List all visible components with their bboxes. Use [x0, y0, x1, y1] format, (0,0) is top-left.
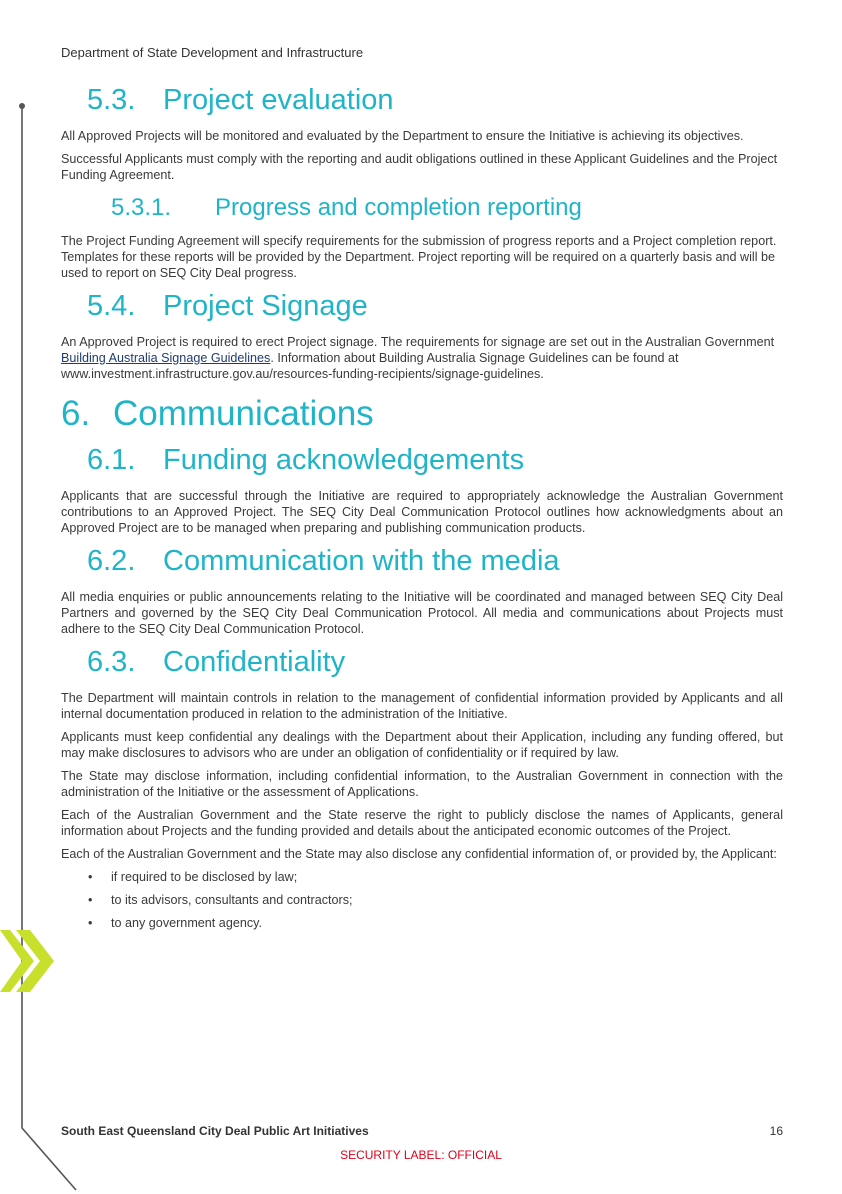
section-number: 6.2. — [87, 545, 136, 577]
bullet-icon: • — [88, 870, 93, 884]
chapter-heading-6 — [61, 394, 783, 434]
paragraph: The Project Funding Agreement will specify requirements for the submission of progress reports and a Project completion report. Templates for these reports will be provided by the Department. Project reporting will be required on a quarterly basis and will be used to report on SEQ City Deal progress. — [61, 234, 777, 280]
signage-guidelines-link[interactable]: Building Australia Signage Guidelines — [61, 351, 271, 365]
section-heading-6-2 — [87, 543, 783, 579]
disclosure-list — [61, 869, 783, 931]
footer-title: South East Queensland City Deal Public Art Initiatives — [61, 1124, 369, 1138]
paragraph: Applicants must keep confidential any dealings with the Department about their Application, including any funding offered, but may make disclosures to advisors who are under an obligation of confidentiality or if required by law. — [61, 730, 783, 760]
section-heading-5-3 — [87, 82, 783, 118]
section-heading-5-4 — [87, 288, 783, 324]
paragraph: All Approved Projects will be monitored and evaluated by the Department to ensure the Initiative is achieving its objectives. — [61, 129, 744, 143]
paragraph: The Department will maintain controls in relation to the management of confidential information provided by Applicants and all internal documentation produced in relation to the administration of the Initiative. — [61, 691, 783, 721]
list-item — [61, 892, 783, 908]
section-number: 5.3.1. — [111, 194, 172, 221]
paragraph: Each of the Australian Government and the State reserve the right to publicly disclose the names of Applicants, general information about Projects and the funding provided and details about the anticipated economic outcomes of the Project. — [61, 808, 783, 838]
text: . Information about Building Australia Signage Guidelines can be found at www.investment.infrastructure.gov.au/resources-funding-recipients/signage-guidelines. — [61, 351, 679, 381]
list-item-text: if required to be disclosed by law; — [111, 870, 298, 884]
chapter-number: 6. — [61, 394, 91, 433]
list-item — [61, 915, 783, 931]
chapter-title: Communications — [113, 394, 374, 433]
paragraph: Each of the Australian Government and the State may also disclose any confidential information of, or provided by, the Applicant: — [61, 847, 777, 861]
section-number: 6.1. — [87, 444, 136, 476]
paragraph: All media enquiries or public announcements relating to the Initiative will be coordinated and managed between SEQ City Deal Partners and governed by the SEQ City Deal Communication Protocol. All media and communications about Projects must adhere to the SEQ City Deal Communication Protocol. — [61, 590, 783, 636]
section-title: Communication with the media — [163, 545, 560, 577]
section-heading-6-1 — [87, 442, 783, 478]
list-item-text: to its advisors, consultants and contractors; — [111, 893, 353, 907]
section-title: Project Signage — [163, 290, 368, 322]
section-number: 5.4. — [87, 290, 136, 322]
paragraph: Successful Applicants must comply with the reporting and audit obligations outlined in these Applicant Guidelines and the Project Funding Agreement. — [61, 152, 778, 182]
section-number: 5.3. — [87, 84, 136, 116]
text: An Approved Project is required to erect Project signage. The requirements for signage are set out in the Australian Government — [61, 335, 775, 349]
section-title: Project evaluation — [163, 84, 394, 116]
running-header: Department of State Development and Infrastructure — [61, 45, 364, 60]
paragraph-signage — [61, 334, 783, 382]
section-title: Progress and completion reporting — [215, 194, 582, 221]
security-label: SECURITY LABEL: OFFICIAL — [340, 1148, 502, 1162]
main-content — [61, 78, 783, 938]
paragraph: Applicants that are successful through the Initiative are required to appropriately acknowledge the Australian Government contributions to an Approved Project. The SEQ City Deal Communication Protocol outlines how acknowledgments about an Approved Project are to be managed when preparing and publishing communication products. — [61, 489, 783, 535]
bullet-icon: • — [88, 893, 93, 907]
section-heading-6-3 — [87, 644, 783, 680]
section-title: Confidentiality — [163, 646, 346, 678]
page-number: 16 — [769, 1124, 783, 1138]
section-title: Funding acknowledgements — [163, 444, 525, 476]
list-item-text: to any government agency. — [111, 916, 262, 930]
paragraph: The State may disclose information, including confidential information, to the Australian Government in connection with the administration of the Initiative or the assessment of Applications. — [61, 769, 783, 799]
list-item — [61, 869, 783, 885]
bullet-icon: • — [88, 916, 93, 930]
section-number: 6.3. — [87, 646, 136, 678]
section-heading-5-3-1 — [111, 193, 783, 223]
